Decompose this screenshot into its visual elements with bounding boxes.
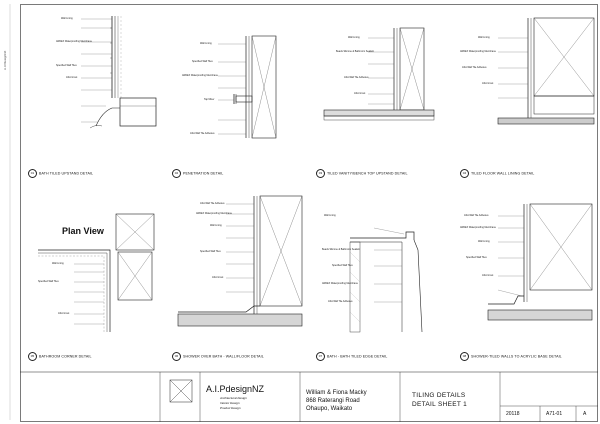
detail-07-title [316, 352, 387, 361]
label-wall-tiles: Specified Wall Tiles [38, 280, 59, 283]
tagline-1: Architectural Design [220, 396, 247, 400]
detail-06 [170, 192, 310, 368]
detail-06-title [172, 352, 264, 361]
tagline-2: Interior Design [220, 401, 240, 405]
detail-07-drawing [314, 192, 454, 368]
detail-05 [26, 192, 166, 368]
detail-title-text: TILED FLOOR WALL LINING DETAIL [471, 171, 535, 176]
label-wall-lining: Wall Lining [210, 224, 222, 227]
sheet-number: A71-01 [546, 411, 563, 417]
detail-04-drawing [458, 8, 596, 186]
detail-title-text: PENETRATION DETAIL [183, 171, 224, 176]
label-waterproofing: ARDEX Waterproofing Membrane [196, 212, 232, 215]
detail-03-drawing [314, 8, 454, 186]
detail-title-text: BATHROOM CORNER DETAIL [39, 354, 92, 359]
label-wall-tiles: Specified Wall Tiles [200, 250, 221, 253]
label-adhesive: ASA Wall Tile Adhesive [462, 66, 487, 69]
detail-title-text: BATH TILED UPSTAND DETAIL [39, 171, 94, 176]
label-wall-lining: Wall Lining [478, 36, 490, 39]
tagline-3: Product Design [220, 406, 241, 410]
detail-02 [170, 8, 310, 186]
label-wall-lining: Wall Lining [324, 214, 336, 217]
label-adhesive: ASA Wall Tile Adhesive [190, 132, 215, 135]
detail-04 [458, 8, 596, 186]
label-grout: ASA Grout [354, 92, 366, 95]
detail-number: 03 [316, 169, 325, 178]
detail-06-drawing [170, 192, 310, 368]
client-address: 868 Raterangi Road [306, 398, 360, 404]
detail-03 [314, 8, 454, 186]
left-margin-text: A.I.PdesignNZ [3, 50, 7, 70]
detail-08 [458, 192, 596, 368]
detail-01-drawing [26, 8, 166, 186]
detail-02-drawing [170, 8, 310, 186]
label-adhesive: ASA Wall Tile Adhesive [200, 202, 225, 205]
label-wall-lining: Wall Lining [348, 36, 360, 39]
label-tap-mixer: Tap Mixer [204, 98, 215, 101]
sheet-title-1: TILING DETAILS [412, 392, 466, 399]
title-block [20, 372, 598, 422]
detail-05-title [28, 352, 92, 361]
detail-number: 02 [172, 169, 181, 178]
detail-03-title [316, 169, 408, 178]
label-waterproofing: ARDEX Waterproofing Membrane [56, 40, 92, 43]
detail-01 [26, 8, 166, 186]
detail-title-text: TILED VANITY/BENCH TOP UPSTAND DETAIL [327, 171, 408, 176]
detail-07 [314, 192, 454, 368]
label-waterproofing: ARDEX Waterproofing Membrane [460, 50, 496, 53]
detail-02-title [172, 169, 223, 178]
client-town: Ohaupo, Waikato [306, 406, 353, 412]
label-sealant: Beads Silicone & Bathroom Sealant [336, 50, 374, 53]
detail-title-text: BATH - BATH TILED EDGE DETAIL [327, 354, 388, 359]
label-wall-lining: Wall Lining [200, 42, 212, 45]
label-grout: ASA Grout [212, 276, 224, 279]
detail-04-title [460, 169, 534, 178]
label-adhesive: ASA Wall Tile Adhesive [344, 76, 369, 79]
label-wall-tiles: Specified Wall Tiles [192, 60, 213, 63]
detail-title-text: SHOWER OVER BATH - WALL/FLOOR DETAIL [183, 354, 264, 359]
label-grout: ASA Grout [58, 312, 70, 315]
detail-number: 06 [172, 352, 181, 361]
job-number: 20118 [506, 411, 520, 417]
client-name: William & Fiona Macky [306, 390, 367, 396]
detail-08-title [460, 352, 562, 361]
detail-number: 07 [316, 352, 325, 361]
detail-number: 04 [460, 169, 469, 178]
label-grout: ASA Grout [482, 82, 494, 85]
label-wall-lining: Wall Lining [52, 262, 64, 265]
plan-view-label: Plan View [62, 226, 104, 236]
label-wall-lining: Wall Lining [61, 17, 73, 20]
label-waterproofing: ARDEX Waterproofing Membrane [322, 282, 358, 285]
detail-number: 01 [28, 169, 37, 178]
label-adhesive: ASA Wall Tile Adhesive [464, 214, 489, 217]
label-grout: ASA Grout [66, 76, 78, 79]
label-waterproofing: ARDEX Waterproofing Membrane [460, 226, 496, 229]
label-waterproofing: ARDEX Waterproofing Membrane [182, 74, 218, 77]
label-adhesive: ASA Wall Tile Adhesive [328, 300, 353, 303]
label-grout: ASA Grout [482, 274, 494, 277]
label-sealant: Beads Silicone & Bathroom Sealant [322, 248, 360, 251]
label-wall-tiles: Specified Wall Tiles [56, 64, 77, 67]
company-name: A.I.PdesignNZ [206, 384, 265, 394]
detail-01-title [28, 169, 93, 178]
label-wall-tiles: Specified Wall Tiles [332, 264, 353, 267]
label-wall-tiles: Specified Wall Tiles [466, 256, 487, 259]
sheet-title-2: DETAIL SHEET 1 [412, 401, 468, 408]
detail-title-text: SHOWER-TILED WALLS TO ACRYLIC BASE DETAIL [471, 354, 562, 359]
label-wall-lining: Wall Lining [478, 240, 490, 243]
revision: A [583, 411, 587, 417]
detail-number: 08 [460, 352, 469, 361]
detail-number: 05 [28, 352, 37, 361]
detail-08-drawing [458, 192, 596, 368]
